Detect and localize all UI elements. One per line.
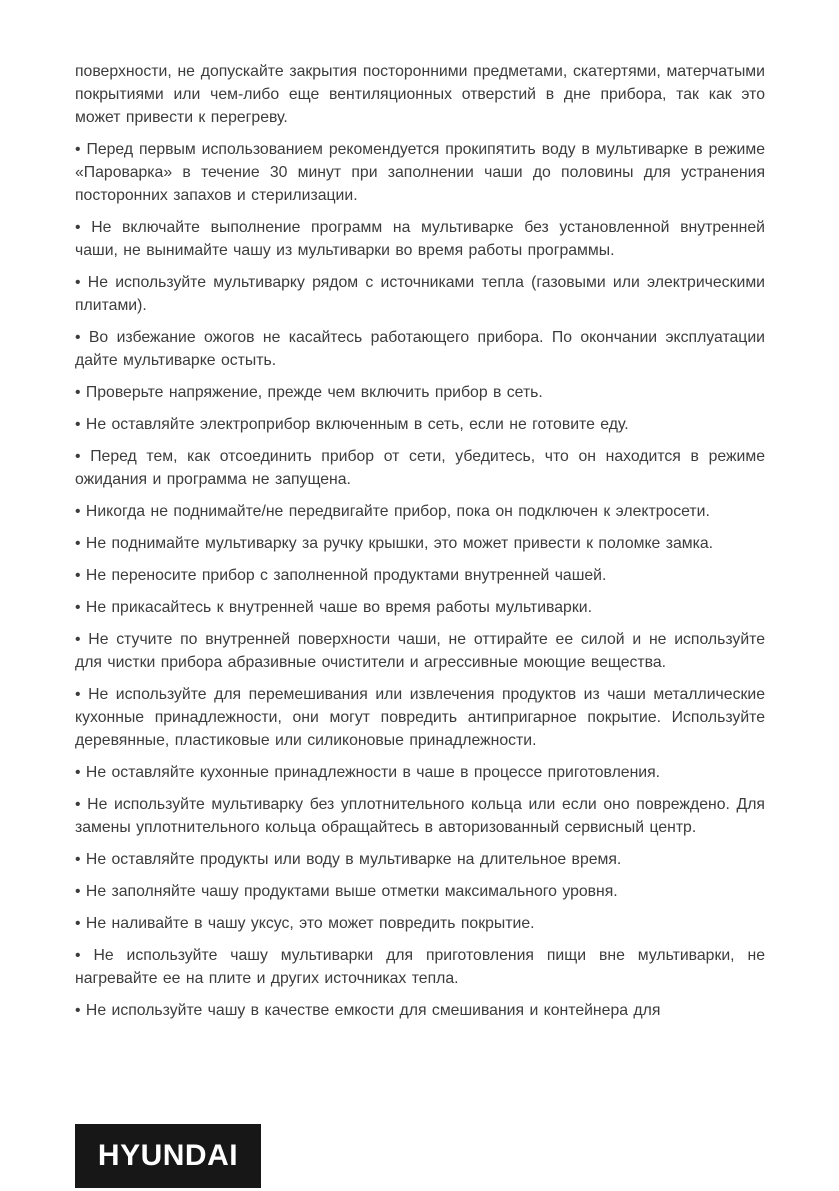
bullet-marker: • [75,631,89,648]
bullet-marker: • [75,1002,86,1019]
bullet-item: • Перед первым использованием рекомендуется прокипятить воду в мультиварке в режиме «Пароварка» в течение 30 минут при заполнении чаши до половины для устранения посторонних запахов и стерилизации. [75,141,766,204]
manual-page-content [75,60,765,1031]
bullet-marker: • [75,567,86,584]
bullet-marker: • [75,883,86,900]
bullet-marker: • [75,274,88,291]
bullet-marker: • [75,219,92,236]
bullet-item: • Не переносите прибор с заполненной продуктами внутренней чашей. [75,567,607,584]
bullet-marker: • [75,503,86,520]
bullet-item: • Не поднимайте мультиварку за ручку крышки, это может привести к поломке замка. [75,535,714,552]
bullet-item: • Не используйте чашу в качестве емкости для смешивания и контейнера для [75,1002,661,1019]
bullet-marker: • [75,796,88,813]
bullet-item: • Не прикасайтесь к внутренней чаше во время работы мультиварки. [75,599,592,616]
bullet-item: • Не используйте мультиварку рядом с источниками тепла (газовыми или электрическими плитами). [75,274,765,314]
bullet-item: • Не стучите по внутренней поверхности чаши, не оттирайте ее силой и не используйте для чистки прибора абразивные очистители и агрессивные моющие вещества. [75,631,765,671]
bullet-marker: • [75,764,86,781]
hyundai-logo-text: HYUNDAI [97,1139,239,1172]
bullet-item: • Не включайте выполнение программ на мультиварке без установленной внутренней чаши, не вынимайте чашу из мультиварки во время работы программы. [75,219,765,259]
bullet-item: • Во избежание ожогов не касайтесь работающего прибора. По окончании эксплуатации дайте мультиварке остыть. [75,329,765,369]
bullet-item: • Не оставляйте электроприбор включенным в сеть, если не готовите еду. [75,416,629,433]
bullet-marker: • [75,535,86,552]
intro-paragraph: поверхности, не допускайте закрытия посторонними предметами, скатертями, матерчатыми покрытиями или чем-либо еще вентиляционных отверстий в дне прибора, так как это может привести к перегреву. [75,63,765,126]
bullet-marker: • [75,384,86,401]
bullet-marker: • [75,915,86,932]
bullet-item: • Не оставляйте продукты или воду в мультиварке на длительное время. [75,851,622,868]
bullet-item: • Проверьте напряжение, прежде чем включить прибор в сеть. [75,384,543,401]
bullet-list [75,138,765,1022]
bullet-item: • Не используйте для перемешивания или извлечения продуктов из чаши металлические кухонные принадлежности, они могут повредить антипригарное покрытие. Используйте деревянные, пластиковые или силиконовые принадлежности. [75,686,765,749]
bullet-item: • Никогда не поднимайте/не передвигайте прибор, пока он подключен к электросети. [75,503,710,520]
bullet-item: • Не оставляйте кухонные принадлежности в чаше в процессе приготовления. [75,764,661,781]
hyundai-logo [75,1124,261,1188]
bullet-item: • Не заполняйте чашу продуктами выше отметки максимального уровня. [75,883,618,900]
bullet-item: • Перед тем, как отсоединить прибор от сети, убедитесь, что он находится в режиме ожидания и программа не запущена. [75,448,765,488]
bullet-marker: • [75,416,86,433]
bullet-marker: • [75,686,89,703]
bullet-marker: • [75,448,91,465]
bullet-marker: • [75,141,87,158]
bullet-item: • Не наливайте в чашу уксус, это может повредить покрытие. [75,915,535,932]
bullet-item: • Не используйте чашу мультиварки для приготовления пищи вне мультиварки, не нагревайте ее на плите и других источниках тепла. [75,947,765,987]
bullet-marker: • [75,599,86,616]
bullet-marker: • [75,947,94,964]
bullet-item: • Не используйте мультиварку без уплотнительного кольца или если оно повреждено. Для замены уплотнительного кольца обращайтесь в авторизованный сервисный центр. [75,796,765,836]
bullet-marker: • [75,851,86,868]
bullet-marker: • [75,329,89,346]
